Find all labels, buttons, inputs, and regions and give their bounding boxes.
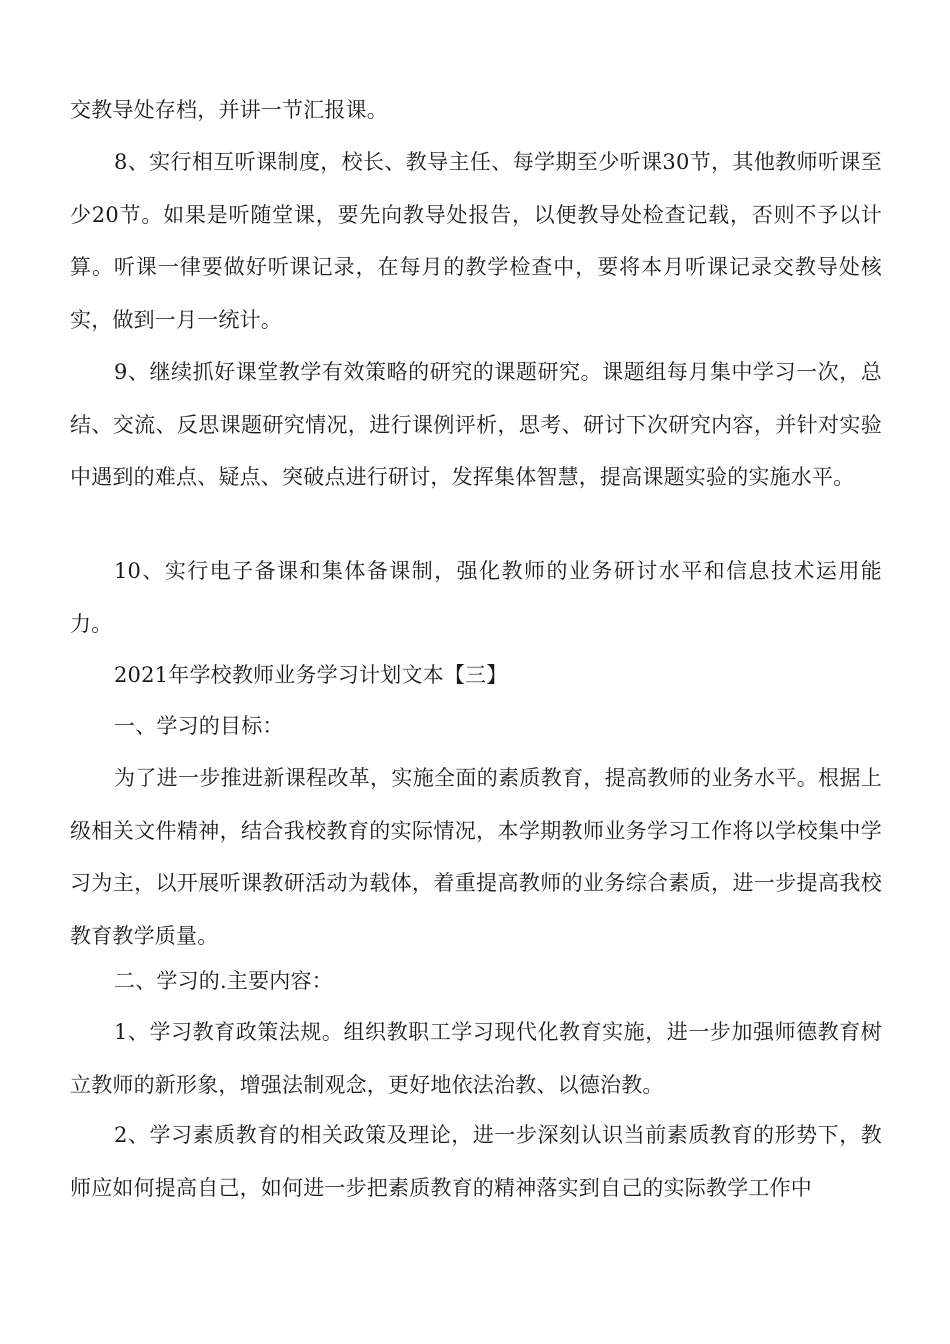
paragraph-goals: 为了进一步推进新课程改革，实施全面的素质教育，提高教师的业务水平。根据上级相关文件精神，结合我校教育的实际情况，本学期教师业务学习工作将以学校集中学习为主，以开展听课教研活动为载体，着重提高教师的业务综合素质，进一步提高我校教育教学质量。: [70, 766, 882, 948]
heading-main-content: 二、学习的.主要内容：: [114, 969, 333, 993]
paragraph-item-10: 10、实行电子备课和集体备课制，强化教师的业务研讨水平和信息技术运用能力。: [70, 559, 882, 636]
section-heading: 2021年学校教师业务学习计划文本【三】: [114, 663, 508, 687]
paragraph-item-8: 8、实行相互听课制度，校长、教导主任、每学期至少听课30节，其他教师听课至少20节。如果是听随堂课，要先向教导处报告，以便教导处检查记载，否则不予以计算。听课一律要做好听课记录，在每月的教学检查中，要将本月听课记录交教导处核实，做到一月一统计。: [70, 150, 882, 332]
paragraph-content-item-1: 1、学习教育政策法规。组织教职工学习现代化教育实施，进一步加强师德教育树立教师的新形象，增强法制观念，更好地依法治教、以德治教。: [70, 1020, 882, 1097]
heading-learning-goals: 一、学习的目标：: [114, 714, 284, 738]
paragraph-item-9: 9、继续抓好课堂教学有效策略的研究的课题研究。课题组每月集中学习一次，总结、交流、反思课题研究情况，进行课例评析，思考、研讨下次研究内容，并针对实验中遇到的难点、疑点、突破点进行研讨，发挥集体智慧，提高课题实验的实施水平。: [70, 360, 882, 489]
paragraph-content-item-2: 2、学习素质教育的相关政策及理论，进一步深刻认识当前素质教育的形势下，教师应如何提高自己，如何进一步把素质教育的精神落实到自己的实际教学工作中: [70, 1123, 882, 1200]
paragraph-continuation: 交教导处存档，并讲一节汇报课。: [70, 98, 388, 122]
